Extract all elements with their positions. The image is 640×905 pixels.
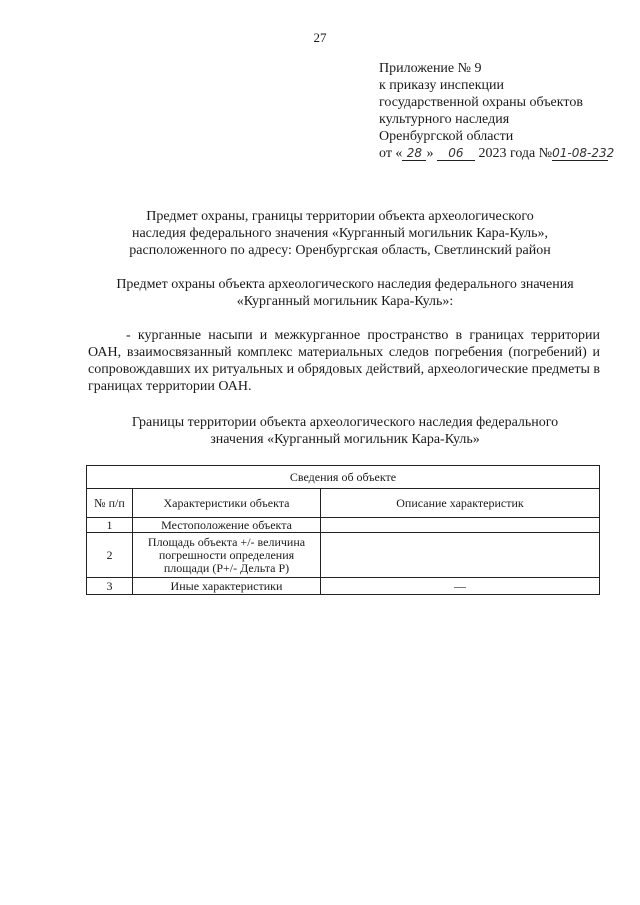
title-line: наследия федерального значения «Курганный могильник Кара-Куль», — [131, 226, 549, 241]
order-number: 01-08-232 — [552, 146, 615, 160]
subject-body: - курганные насыпи и межкурганное пространство в границах территории ОАН, взаимосвязанный комплекс материальных следов погребения (погребений) и сопровождавших их ритуальных и обрядовых действий, археологические предметы в границах территории ОАН. — [88, 328, 600, 394]
column-header-number: № п/п — [87, 489, 133, 518]
date-prefix: от « — [379, 146, 403, 161]
appendix-line: Оренбургской области — [379, 129, 514, 144]
column-header-description: Описание характеристик — [321, 489, 600, 518]
page-number: 27 — [313, 30, 327, 45]
column-header-characteristic: Характеристики объекта — [133, 489, 321, 518]
row-characteristic: Местоположение объекта — [133, 518, 321, 533]
table-row — [87, 533, 600, 578]
appendix-line: к приказу инспекции — [379, 78, 505, 93]
row-characteristic: Иные характеристики — [133, 578, 321, 595]
row-description — [321, 518, 600, 533]
object-info-table — [86, 465, 600, 595]
row-number: 1 — [87, 518, 133, 533]
bounds-heading-line: значения «Курганный могильник Кара-Куль» — [210, 432, 480, 447]
appendix-line: государственной охраны объектов — [379, 95, 583, 110]
row-description — [321, 533, 600, 578]
table-row — [87, 518, 600, 533]
date-separator: » — [426, 146, 434, 161]
appendix-line: Приложение № 9 — [379, 61, 482, 76]
document-title — [90, 208, 590, 259]
row-description: — — [321, 578, 600, 595]
row-number: 2 — [87, 533, 133, 578]
title-line: Предмет охраны, границы территории объекта археологического — [146, 209, 534, 224]
appendix-block — [379, 60, 615, 162]
date-month: 06 — [437, 146, 475, 161]
appendix-line: культурного наследия — [379, 112, 510, 127]
title-line: расположенного по адресу: Оренбургская область, Светлинский район — [129, 243, 551, 258]
bounds-heading-line: Границы территории объекта археологического наследия федерального — [131, 415, 559, 430]
bounds-heading — [85, 414, 605, 448]
appendix-date-line — [379, 145, 615, 162]
row-number: 3 — [87, 578, 133, 595]
date-day: 28 — [402, 146, 426, 161]
subject-heading-line: «Курганный могильник Кара-Куль»: — [236, 294, 454, 309]
table-caption: Сведения об объекте — [87, 466, 600, 489]
date-year: 2023 года № — [478, 146, 553, 161]
row-characteristic: Площадь объекта +/- величина погрешности определения площади (Р+/- Дельта Р) — [133, 533, 321, 578]
table-row — [87, 578, 600, 595]
subject-heading — [85, 276, 605, 310]
subject-heading-line: Предмет охраны объекта археологического наследия федерального значения — [116, 277, 574, 292]
